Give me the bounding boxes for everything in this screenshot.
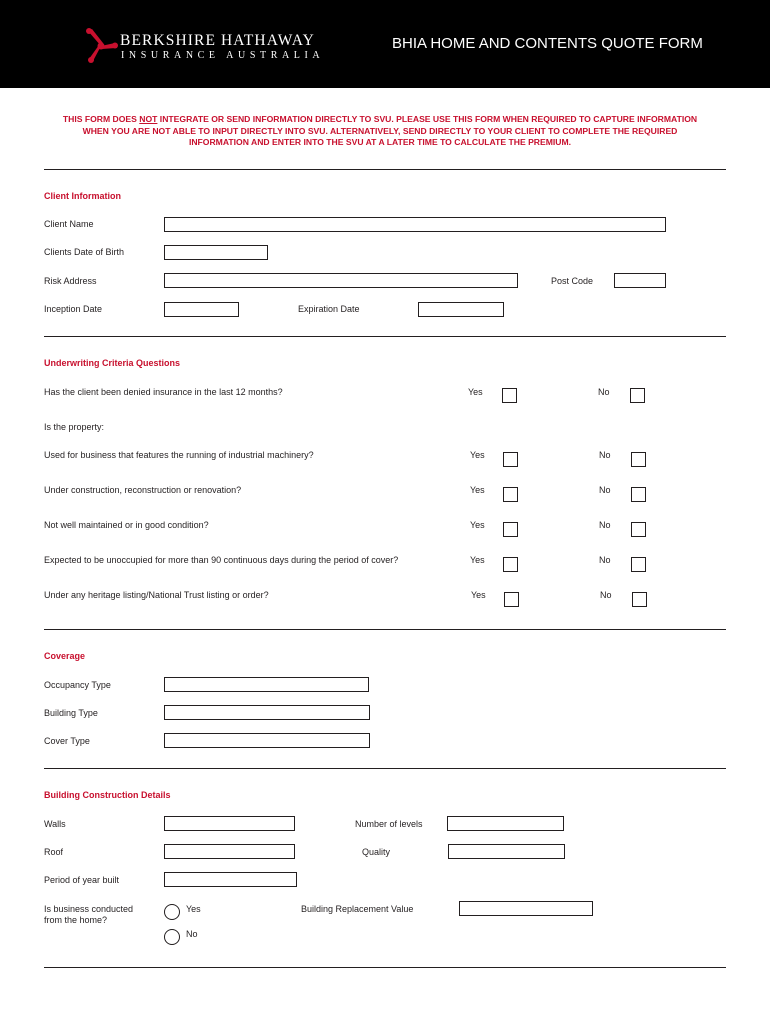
client-name-label: Client Name: [44, 219, 94, 229]
notice-not: NOT: [139, 114, 158, 124]
notice-line2: WHEN YOU ARE NOT ABLE TO INPUT DIRECTLY INTO SVU. ALTERNATIVELY, SEND DIRECTLY TO YOUR CLIENT TO COMPLETE THE REQUIRED: [82, 125, 678, 136]
business-yes-checkbox[interactable]: [503, 452, 518, 467]
dob-input[interactable]: [164, 245, 268, 260]
dob-label: Clients Date of Birth: [44, 247, 125, 257]
period-built-label: Period of year built: [44, 875, 120, 885]
risk-address-input[interactable]: [164, 273, 518, 288]
yes-label: Yes: [468, 387, 483, 397]
no-label: No: [600, 590, 612, 600]
underwriting-section-title: Underwriting Criteria Questions: [44, 358, 181, 368]
divider: [44, 336, 726, 337]
replacement-value-label: Building Replacement Value: [301, 904, 414, 914]
question-maintained: Not well maintained or in good condition?: [44, 520, 209, 530]
business-yes-radio[interactable]: [164, 904, 180, 920]
postcode-input[interactable]: [614, 273, 666, 288]
walls-label: Walls: [44, 819, 66, 829]
coverage-section-title: Coverage: [44, 651, 86, 661]
no-label: No: [598, 387, 610, 397]
maintained-yes-checkbox[interactable]: [503, 522, 518, 537]
quality-input[interactable]: [448, 844, 565, 859]
question-heritage: Under any heritage listing/National Trust listing or order?: [44, 590, 269, 600]
radio-no-label: No: [186, 929, 198, 939]
business-question-line2: from the home?: [44, 915, 108, 925]
replacement-value-input[interactable]: [459, 901, 593, 916]
svu-notice: [50, 114, 710, 149]
heritage-no-checkbox[interactable]: [632, 592, 647, 607]
unoccupied-yes-checkbox[interactable]: [503, 557, 518, 572]
client-section-title: Client Information: [44, 191, 121, 201]
notice-line1-post: INTEGRATE OR SEND INFORMATION DIRECTLY TO SVU. PLEASE USE THIS FORM WHEN REQUIRED TO CAPTURE INFORMATION: [157, 114, 698, 124]
brand-subtitle: INSURANCE AUSTRALIA: [121, 50, 325, 61]
no-label: No: [599, 450, 611, 460]
question-unoccupied: Expected to be unoccupied for more than 90 continuous days during the period of cover?: [44, 555, 399, 565]
no-label: No: [599, 520, 611, 530]
levels-label: Number of levels: [355, 819, 423, 829]
form-title: BHIA HOME AND CONTENTS QUOTE FORM: [392, 35, 703, 52]
inception-date-label: Inception Date: [44, 304, 103, 314]
construction-section-title: Building Construction Details: [44, 790, 171, 800]
yes-label: Yes: [470, 520, 485, 530]
no-label: No: [599, 555, 611, 565]
occupancy-type-input[interactable]: [164, 677, 369, 692]
heritage-yes-checkbox[interactable]: [504, 592, 519, 607]
yes-label: Yes: [470, 485, 485, 495]
divider: [44, 629, 726, 630]
divider: [44, 768, 726, 769]
question-denied: Has the client been denied insurance in the last 12 months?: [44, 387, 283, 397]
client-name-input[interactable]: [164, 217, 666, 232]
unoccupied-no-checkbox[interactable]: [631, 557, 646, 572]
walls-input[interactable]: [164, 816, 295, 831]
building-type-label: Building Type: [44, 708, 98, 718]
risk-address-label: Risk Address: [44, 276, 97, 286]
expiration-date-label: Expiration Date: [298, 304, 360, 314]
postcode-label: Post Code: [551, 276, 594, 286]
period-built-input[interactable]: [164, 872, 297, 887]
divider: [44, 967, 726, 968]
question-business: Used for business that features the running of industrial machinery?: [44, 450, 314, 460]
denied-no-checkbox[interactable]: [630, 388, 645, 403]
quality-label: Quality: [362, 847, 391, 857]
business-no-checkbox[interactable]: [631, 452, 646, 467]
brand-name: BERKSHIRE HATHAWAY: [120, 32, 315, 49]
business-question-line1: Is business conducted: [44, 904, 134, 914]
divider: [44, 169, 726, 170]
construction-yes-checkbox[interactable]: [503, 487, 518, 502]
tri-blade-logo-icon: [84, 28, 118, 64]
maintained-no-checkbox[interactable]: [631, 522, 646, 537]
occupancy-type-label: Occupancy Type: [44, 680, 111, 690]
header-bar: [0, 0, 770, 88]
expiration-date-input[interactable]: [418, 302, 504, 317]
radio-yes-label: Yes: [186, 904, 201, 914]
notice-line3: INFORMATION AND ENTER INTO THE SVU AT A LATER TIME TO CALCULATE THE PREMIUM.: [188, 137, 572, 147]
denied-yes-checkbox[interactable]: [502, 388, 517, 403]
property-intro: Is the property:: [44, 422, 105, 432]
levels-input[interactable]: [447, 816, 564, 831]
notice-line1-pre: THIS FORM DOES: [62, 114, 140, 124]
cover-type-label: Cover Type: [44, 736, 90, 746]
no-label: No: [599, 485, 611, 495]
yes-label: Yes: [470, 450, 485, 460]
question-construction: Under construction, reconstruction or renovation?: [44, 485, 242, 495]
building-type-input[interactable]: [164, 705, 370, 720]
roof-label: Roof: [44, 847, 64, 857]
inception-date-input[interactable]: [164, 302, 239, 317]
yes-label: Yes: [470, 555, 485, 565]
yes-label: Yes: [471, 590, 486, 600]
business-no-radio[interactable]: [164, 929, 180, 945]
construction-no-checkbox[interactable]: [631, 487, 646, 502]
cover-type-input[interactable]: [164, 733, 370, 748]
roof-input[interactable]: [164, 844, 295, 859]
